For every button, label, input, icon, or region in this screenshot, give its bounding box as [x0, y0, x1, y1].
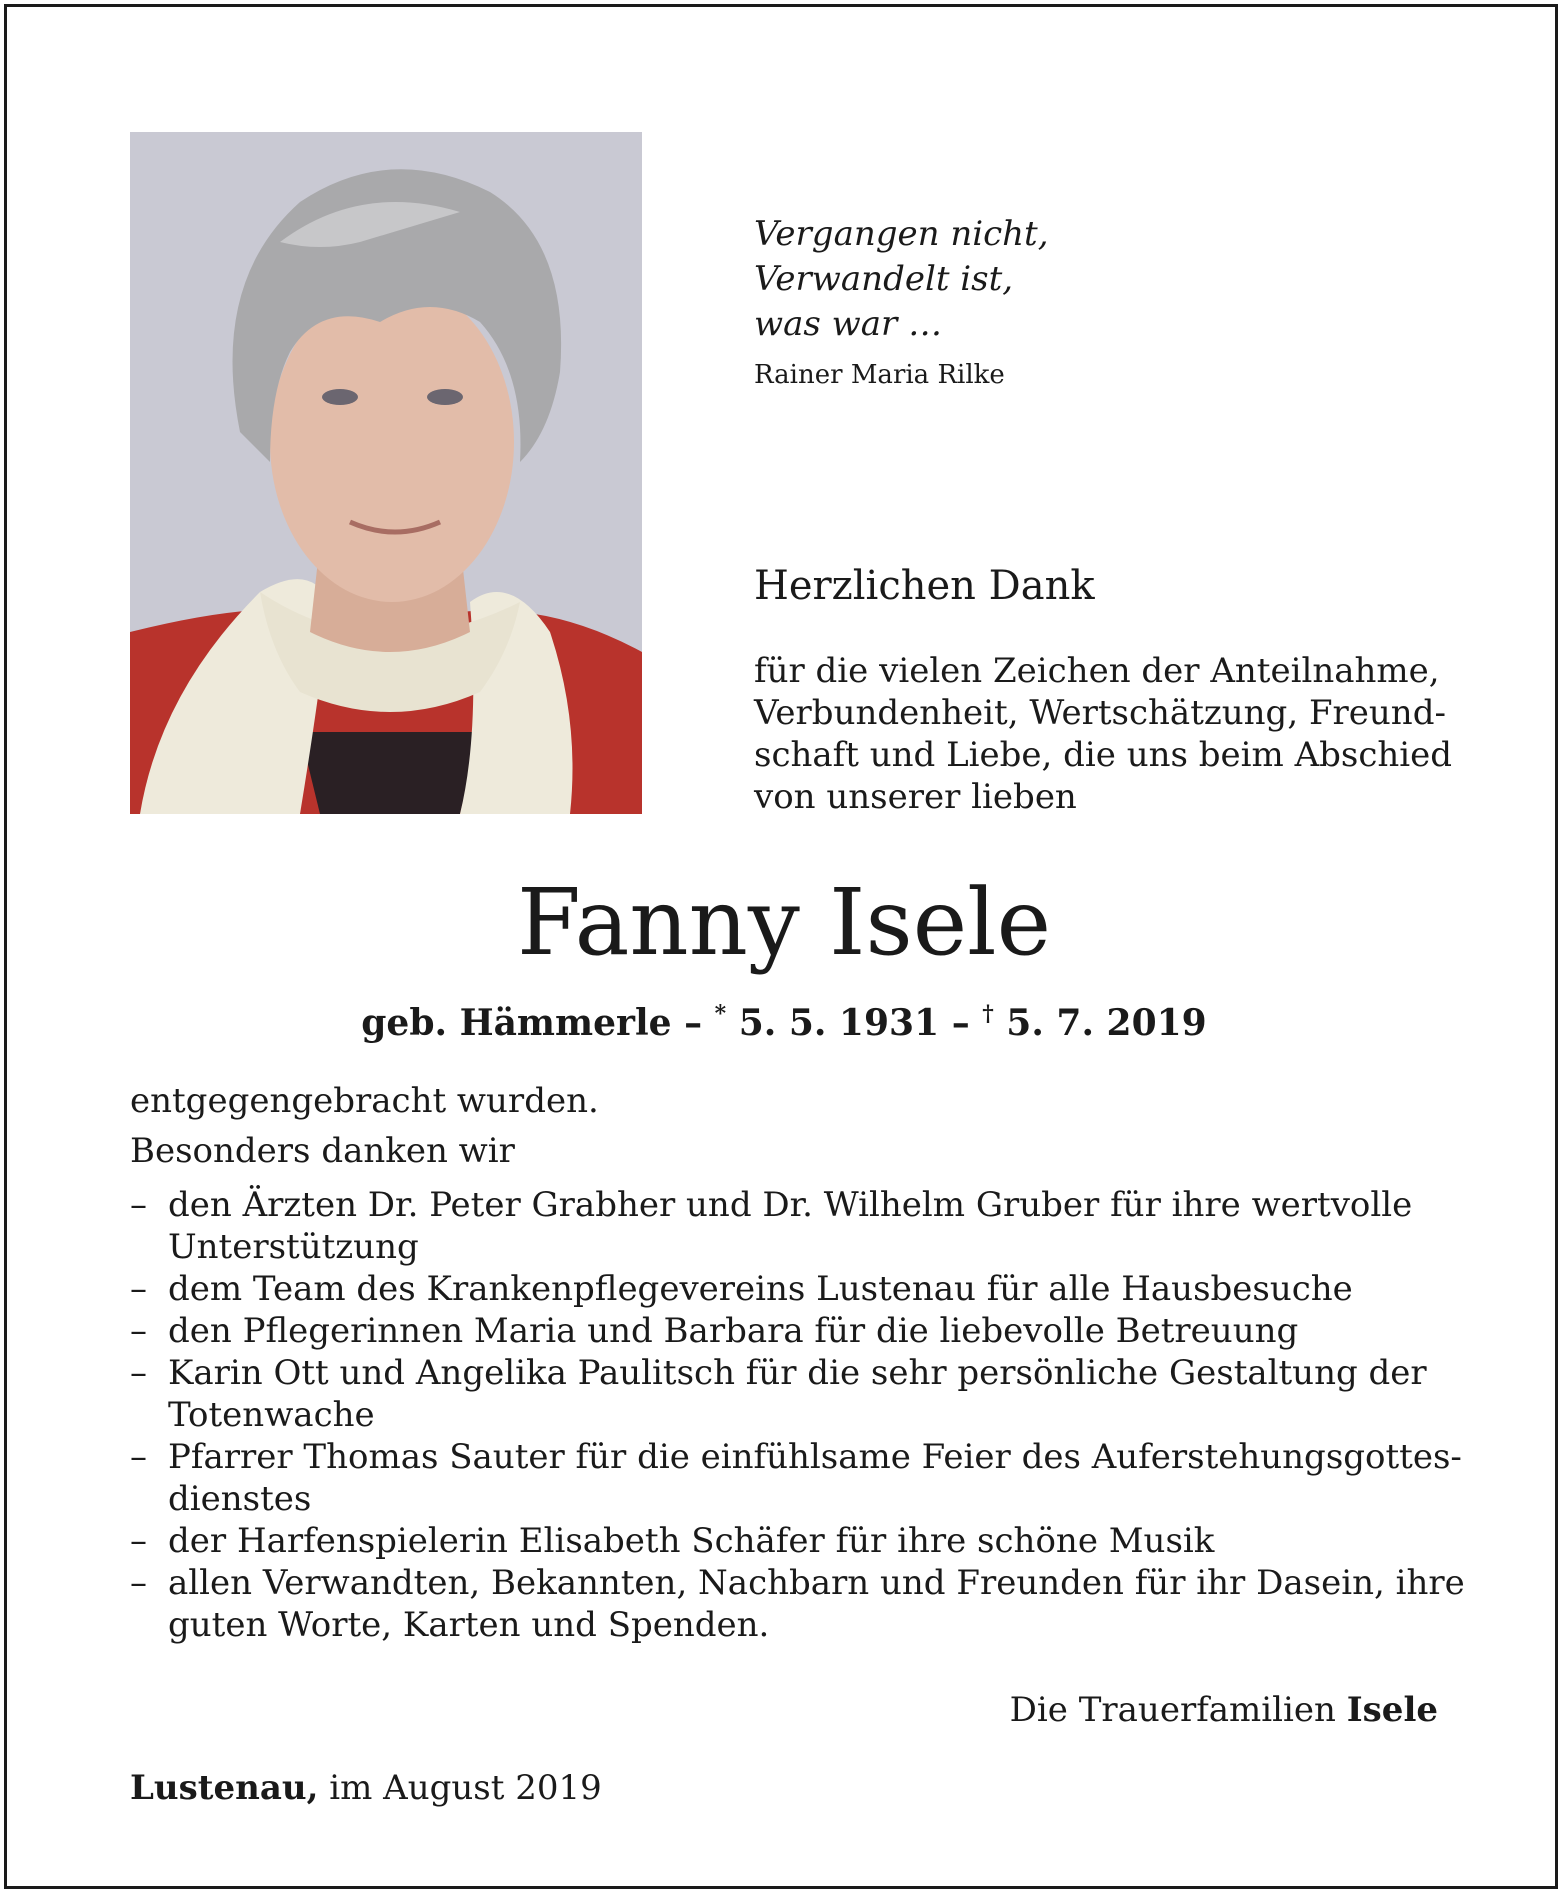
separator: – — [951, 1002, 970, 1044]
deceased-name: Fanny Isele — [516, 869, 1052, 976]
list-item-line: allen Verwandten, Bekannten, Nachbarn und Freunden für ihr Dasein, ihre — [168, 1563, 1465, 1603]
thanks-list — [130, 1184, 1465, 1646]
list-item — [130, 1310, 1440, 1352]
thanks-line: schaft und Liebe, die uns beim Abschied — [754, 735, 1453, 775]
thanks-line: von unserer lieben — [754, 777, 1077, 817]
place-date — [130, 1766, 602, 1810]
signature-family: Isele — [1346, 1690, 1438, 1730]
date: im August 2019 — [329, 1768, 602, 1808]
quote-line: Vergangen nicht, — [754, 214, 1049, 254]
list-item-line: Karin Ott und Angelika Paulitsch für die sehr persönliche Gestaltung der — [168, 1353, 1427, 1393]
portrait-illustration — [130, 132, 642, 814]
birth-symbol: * — [714, 1001, 727, 1027]
list-item-line: den Pflegerinnen Maria und Barbara für die liebevolle Betreuung — [168, 1311, 1299, 1351]
list-item-line: dem Team des Krankenpflegevereins Lustenau für alle Hausbesuche — [168, 1269, 1353, 1309]
signature — [1010, 1688, 1438, 1732]
portrait-photo — [130, 132, 642, 814]
dash: – — [130, 1437, 147, 1477]
list-item-line: den Ärzten Dr. Peter Grabher und Dr. Wilhelm Gruber für ihre wertvolle — [168, 1185, 1413, 1225]
list-item-line: Pfarrer Thomas Sauter für die einfühlsame Feier des Auferstehungsgottes- — [168, 1437, 1462, 1477]
thanks-text — [754, 650, 1453, 818]
list-item — [130, 1352, 1440, 1436]
dash: – — [130, 1563, 147, 1603]
quote-line: was war … — [754, 304, 943, 344]
life-dates — [0, 990, 1568, 1047]
list-item — [130, 1184, 1440, 1268]
quote-line: Verwandelt ist, — [754, 259, 1014, 299]
list-item-line: guten Worte, Karten und Spenden. — [168, 1605, 770, 1645]
birth-name: geb. Hämmerle — [361, 1002, 672, 1044]
list-item — [130, 1268, 1440, 1310]
birth-date: 5. 5. 1931 — [738, 1002, 940, 1044]
quote-author: Rainer Maria Rilke — [754, 360, 1005, 390]
death-symbol: † — [982, 1001, 994, 1027]
list-item — [130, 1562, 1465, 1646]
death-date: 5. 7. 2019 — [1006, 1002, 1207, 1044]
dash: – — [130, 1269, 147, 1309]
thanks-heading: Herzlichen Dank — [754, 563, 1095, 609]
thanks-line: für die vielen Zeichen der Anteilnahme, — [754, 651, 1440, 691]
list-item — [130, 1520, 1440, 1562]
list-item — [130, 1436, 1462, 1520]
closing-line: Besonders danken wir — [130, 1131, 515, 1171]
dash: – — [130, 1353, 147, 1393]
list-item-line: Totenwache — [168, 1395, 375, 1435]
separator: – — [684, 1002, 703, 1044]
place: Lustenau, — [130, 1768, 319, 1808]
dash: – — [130, 1311, 147, 1351]
list-item-line: der Harfenspielerin Elisabeth Schäfer für ihre schöne Musik — [168, 1521, 1215, 1561]
closing-text — [130, 1080, 1440, 1180]
closing-line: entgegengebracht wurden. — [130, 1081, 599, 1121]
dash: – — [130, 1521, 147, 1561]
list-item-line: dienstes — [168, 1479, 312, 1519]
signature-prefix: Die Trauerfamilien — [1009, 1690, 1336, 1730]
rilke-quote — [754, 212, 1049, 393]
thanks-line: Verbundenheit, Wertschätzung, Freund- — [754, 693, 1446, 733]
list-item-line: Unterstützung — [168, 1227, 419, 1267]
dash: – — [130, 1185, 147, 1225]
